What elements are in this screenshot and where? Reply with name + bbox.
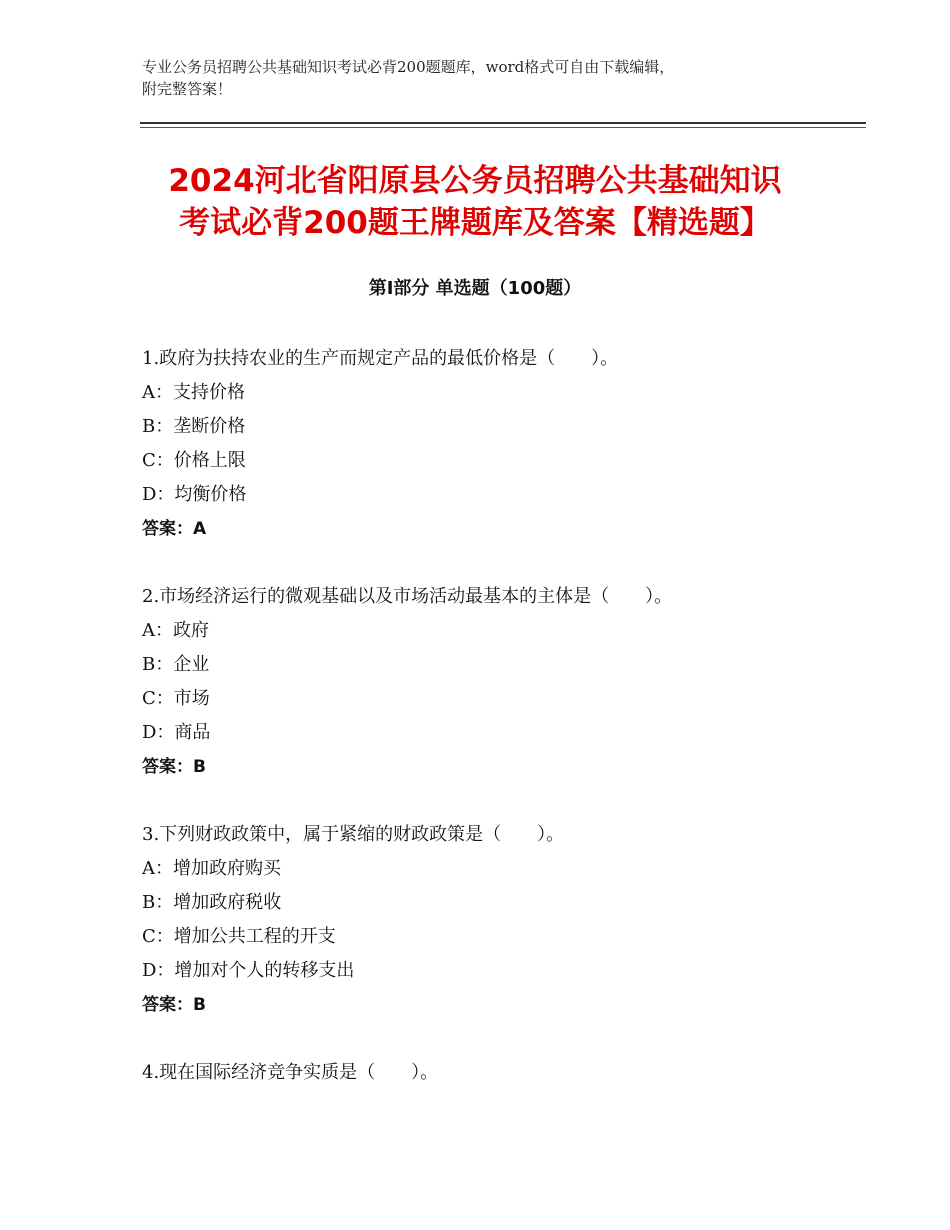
header-note — [142, 56, 842, 100]
answer: 答案：B — [142, 995, 206, 1015]
header-divider-thin — [140, 127, 866, 128]
option-d: D：商品 — [142, 722, 211, 743]
option-b: B：企业 — [142, 654, 210, 675]
question-1 — [142, 342, 862, 546]
question-list — [142, 342, 862, 1124]
header-divider-thick — [140, 122, 866, 124]
question-4 — [142, 1056, 862, 1090]
question-text: 3.下列财政政策中，属于紧缩的财政政策是（ ）。 — [142, 824, 565, 845]
option-c: C：价格上限 — [142, 450, 246, 471]
option-d: D：增加对个人的转移支出 — [142, 960, 355, 981]
question-text: 1.政府为扶持农业的生产而规定产品的最低价格是（ ）。 — [142, 348, 619, 369]
question-2 — [142, 580, 862, 784]
title-line-2: 考试必背200题王牌题库及答案【精选题】 — [179, 205, 771, 241]
title-line-1: 2024河北省阳原县公务员招聘公共基础知识 — [168, 163, 782, 199]
section-heading: 第Ⅰ部分 单选题（100题） — [368, 278, 582, 299]
question-text: 2.市场经济运行的微观基础以及市场活动最基本的主体是（ ）。 — [142, 586, 673, 607]
header-note-line-2: 附完整答案！ — [142, 80, 233, 98]
document-title — [100, 160, 850, 244]
answer: 答案：A — [142, 519, 207, 539]
option-c: C：增加公共工程的开支 — [142, 926, 336, 947]
question-3 — [142, 818, 862, 1022]
question-text: 4.现在国际经济竞争实质是（ ）。 — [142, 1062, 439, 1083]
option-b: B：增加政府税收 — [142, 892, 282, 913]
option-a: A：支持价格 — [142, 382, 245, 403]
option-c: C：市场 — [142, 688, 210, 709]
option-b: B：垄断价格 — [142, 416, 246, 437]
option-a: A：增加政府购买 — [142, 858, 281, 879]
header-note-line-1: 专业公务员招聘公共基础知识考试必背200题题库，word格式可自由下载编辑， — [142, 58, 675, 76]
option-d: D：均衡价格 — [142, 484, 247, 505]
answer: 答案：B — [142, 757, 206, 777]
option-a: A：政府 — [142, 620, 209, 641]
